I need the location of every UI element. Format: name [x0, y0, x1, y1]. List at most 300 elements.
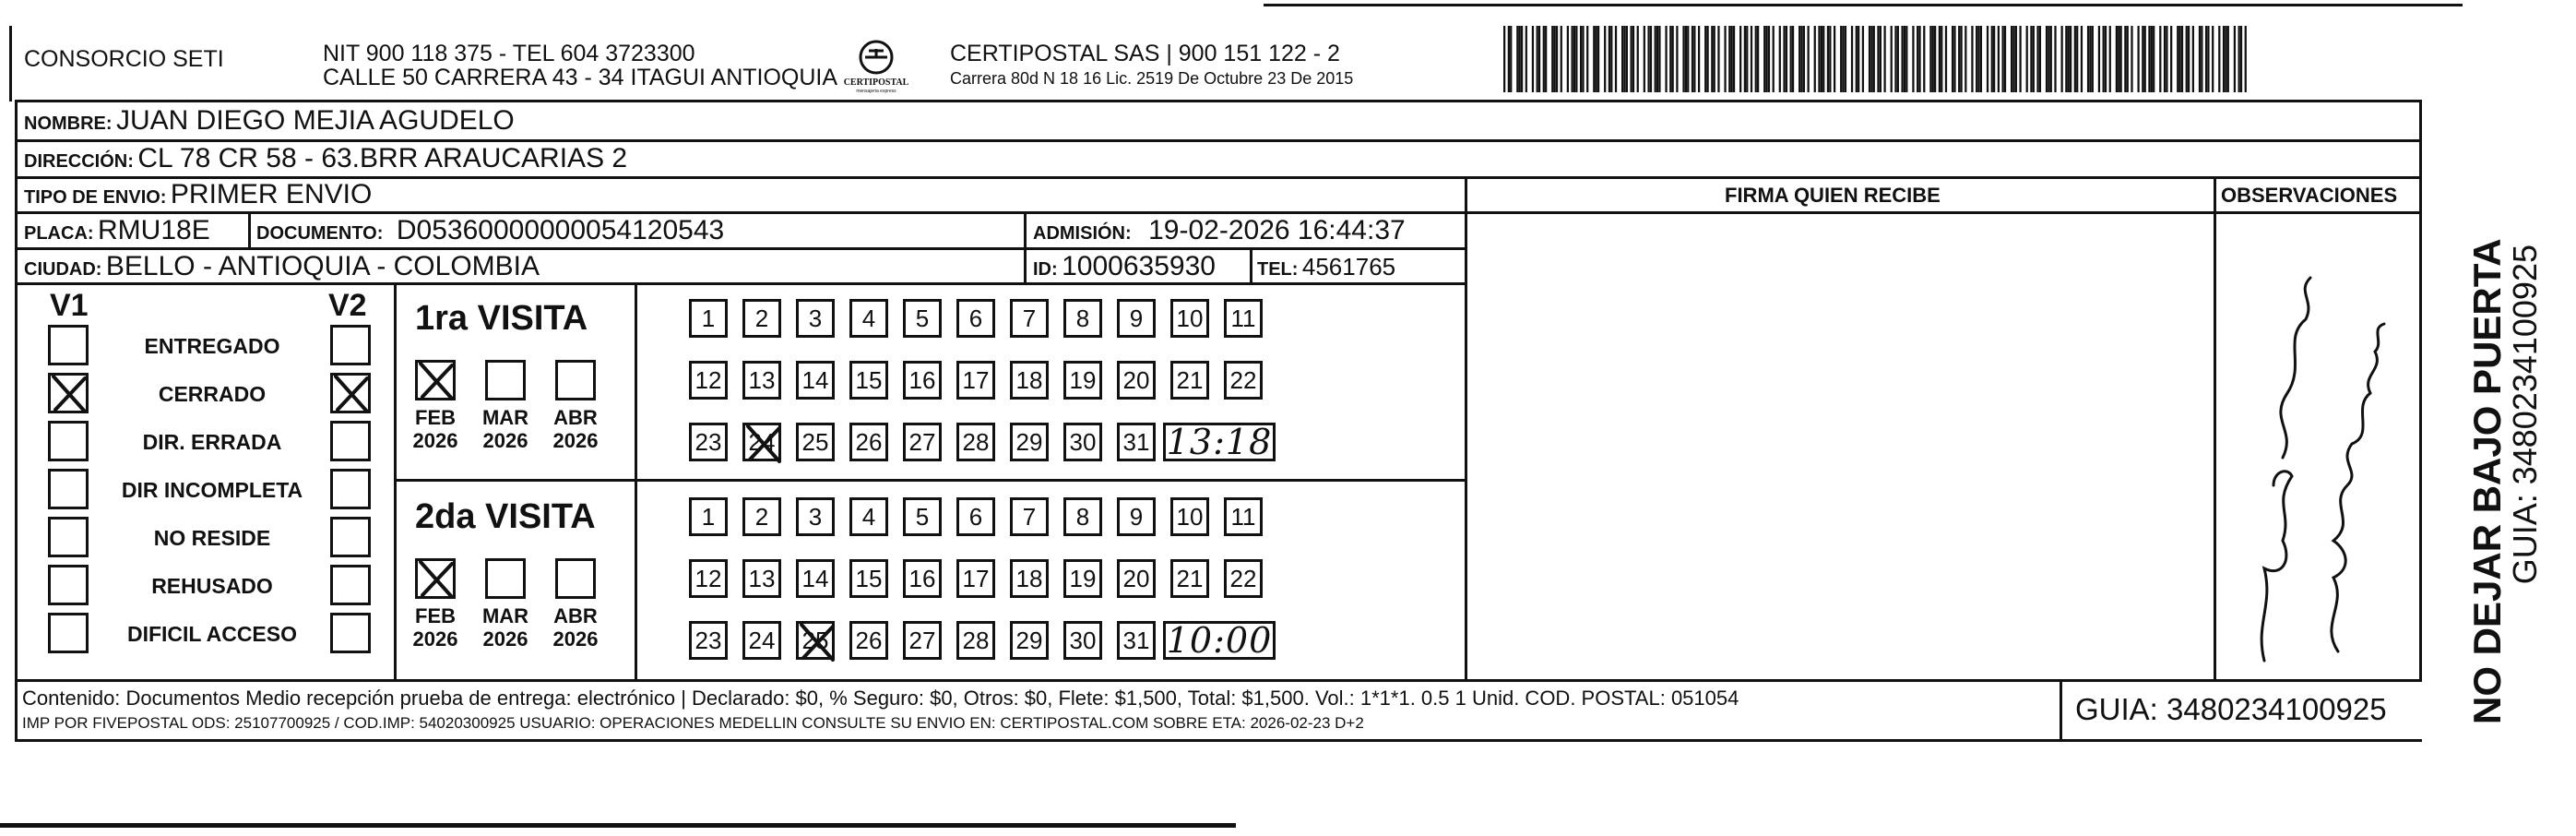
barcode-bar — [2227, 26, 2229, 92]
barcode-bar — [2074, 26, 2076, 92]
day-box[interactable] — [1063, 559, 1102, 598]
barcode-bar — [1655, 26, 1656, 92]
day-number: 24 — [748, 626, 776, 654]
cell-sep — [248, 211, 251, 248]
barcode-bar — [1665, 26, 1667, 92]
v2-checkbox[interactable] — [330, 565, 371, 605]
barcode-bar — [1998, 26, 2000, 92]
day-box[interactable] — [689, 621, 728, 660]
status-option-label: DIR. ERRADA — [142, 430, 282, 454]
day-box[interactable] — [849, 423, 888, 461]
barcode-bar — [1586, 26, 1588, 92]
day-box[interactable] — [849, 621, 888, 660]
barcode-bar — [1711, 26, 1713, 92]
barcode-bar — [1858, 26, 1859, 92]
barcode-bar — [1869, 26, 1870, 92]
day-number: 28 — [962, 626, 990, 654]
nombre-row — [24, 107, 515, 135]
company-address: CALLE 50 CARRERA 43 - 34 ITAGUI ANTIOQUIA — [323, 65, 838, 90]
day-box[interactable] — [956, 299, 995, 338]
barcode-bar — [1538, 26, 1540, 92]
barcode-bar — [1958, 26, 1960, 92]
month-name: ABR — [553, 406, 598, 429]
barcode-bar — [1941, 26, 1942, 92]
month-checkbox[interactable] — [485, 360, 526, 400]
v2-checkbox[interactable] — [330, 421, 371, 461]
day-box[interactable] — [742, 299, 781, 338]
barcode-bar — [1757, 26, 1759, 92]
v2-label: V2 — [328, 288, 367, 323]
day-number: 20 — [1122, 564, 1150, 592]
barcode-bar — [1818, 26, 1820, 92]
barcode-bar — [1971, 26, 1973, 92]
day-number: 27 — [908, 626, 936, 654]
barcode-bar — [2087, 26, 2089, 92]
barcode-bar — [1786, 26, 1787, 92]
month-name: ABR — [553, 604, 598, 627]
barcode-bar — [2050, 26, 2052, 92]
barcode-bar — [1687, 26, 1689, 92]
barcode-bar — [2036, 26, 2038, 92]
day-number: 15 — [855, 564, 883, 592]
month-label — [543, 406, 608, 453]
documento-label: DOCUMENTO: — [256, 223, 384, 244]
day-box[interactable] — [796, 299, 835, 338]
barcode-bar — [1582, 26, 1584, 92]
barcode-bar — [1842, 26, 1844, 92]
side-no-dejar: NO DEJAR BAJO PUERTA — [2465, 238, 2509, 724]
day-number: 1 — [701, 502, 716, 531]
barcode-bar — [2142, 26, 2143, 92]
day-box[interactable] — [742, 559, 781, 598]
day-box[interactable] — [1117, 299, 1156, 338]
barcode-bar — [1894, 26, 1896, 92]
observaciones-header: OBSERVACIONES — [2221, 184, 2398, 207]
day-number: 25 — [801, 427, 829, 456]
direccion-row — [24, 145, 627, 173]
status-option-label: DIR INCOMPLETA — [121, 478, 303, 502]
barcode-bar — [2144, 26, 2146, 92]
v2-checkbox[interactable] — [330, 517, 371, 557]
day-box[interactable] — [956, 621, 995, 660]
day-number: 3 — [808, 304, 823, 332]
day-box[interactable] — [903, 559, 942, 598]
day-number: 6 — [968, 502, 983, 531]
barcode-bar — [1798, 26, 1800, 92]
day-box[interactable] — [849, 361, 888, 400]
obs-header-line — [1466, 211, 2422, 214]
day-number: 5 — [915, 502, 930, 531]
barcode-bar — [1706, 26, 1708, 92]
day-number: 8 — [1075, 502, 1090, 531]
day-box[interactable] — [903, 621, 942, 660]
barcode-bar — [1580, 26, 1582, 92]
tel-label: TEL: — [1257, 259, 1299, 280]
month-checkbox[interactable] — [555, 558, 596, 599]
barcode-bar — [1739, 26, 1741, 92]
barcode-bar — [2039, 26, 2041, 92]
day-box[interactable] — [1117, 621, 1156, 660]
barcode-bar — [1934, 26, 1936, 92]
day-number: 18 — [1015, 564, 1043, 592]
day-box[interactable] — [1170, 299, 1209, 338]
barcode-bar — [2164, 26, 2166, 92]
day-box[interactable] — [1224, 559, 1263, 598]
month-year: 2026 — [552, 627, 599, 651]
barcode-bar — [2033, 26, 2035, 92]
barcode-bar — [1765, 26, 1767, 92]
day-box[interactable] — [796, 361, 835, 400]
barcode-bar — [2004, 26, 2006, 92]
day-box[interactable] — [903, 497, 942, 536]
barcode-bar — [1567, 26, 1569, 92]
month-checkbox[interactable] — [485, 558, 526, 599]
barcode-bar — [2105, 26, 2107, 92]
barcode-bar — [1644, 26, 1645, 92]
direccion-label: DIRECCIÓN: — [24, 151, 134, 172]
day-box[interactable] — [1063, 621, 1102, 660]
barcode-bar — [1790, 26, 1792, 92]
v1-checkbox[interactable] — [48, 613, 89, 653]
id-field — [1033, 253, 1216, 281]
barcode-bar — [1746, 26, 1748, 92]
barcode-bar — [1880, 26, 1882, 92]
day-number: 18 — [1015, 365, 1043, 394]
ciudad-value: BELLO - ANTIOQUIA - COLOMBIA — [105, 251, 540, 281]
barcode-bar — [1773, 26, 1775, 92]
v1-checkbox[interactable] — [48, 469, 89, 509]
barcode-bar — [1623, 26, 1625, 92]
barcode-bar — [2065, 26, 2067, 92]
day-number: 10 — [1176, 502, 1204, 531]
day-box[interactable] — [742, 423, 781, 461]
barcode-bar — [1525, 26, 1527, 92]
barcode-bar — [1976, 26, 1977, 92]
day-box[interactable] — [1010, 559, 1049, 598]
day-box[interactable] — [1063, 361, 1102, 400]
visit-time: 13:18 — [1163, 423, 1276, 461]
company-name: CONSORCIO SETI — [24, 46, 224, 72]
barcode-bar — [2205, 26, 2207, 92]
barcode-bar — [1516, 26, 1518, 92]
barcode-bar — [1945, 26, 1947, 92]
day-box[interactable] — [796, 559, 835, 598]
day-number: 23 — [694, 626, 722, 654]
day-box[interactable] — [956, 361, 995, 400]
day-number: 24 — [748, 427, 776, 456]
month-checkbox[interactable] — [415, 558, 456, 599]
barcode-bar — [1783, 26, 1785, 92]
day-number: 9 — [1129, 502, 1144, 531]
barcode-bar — [1571, 26, 1573, 92]
day-number: 16 — [908, 365, 936, 394]
day-box[interactable] — [956, 497, 995, 536]
day-box[interactable] — [903, 299, 942, 338]
row-sep — [15, 247, 1466, 250]
barcode-bar — [1650, 26, 1652, 92]
barcode-bar — [1939, 26, 1941, 92]
day-box[interactable] — [903, 361, 942, 400]
barcode-bar — [2207, 26, 2209, 92]
visit-title: 2da VISITA — [415, 497, 596, 536]
barcode-bar — [1923, 26, 1925, 92]
v1-checkbox[interactable] — [48, 373, 89, 413]
barcode-bar — [1877, 26, 1879, 92]
day-number: 31 — [1122, 626, 1150, 654]
barcode-bar — [1755, 26, 1757, 92]
day-box[interactable] — [689, 299, 728, 338]
day-box[interactable] — [1063, 497, 1102, 536]
visit-col-sep — [635, 282, 637, 681]
day-box[interactable] — [1117, 423, 1156, 461]
day-box[interactable] — [1170, 497, 1209, 536]
barcode-bar — [1731, 26, 1733, 92]
barcode-bar — [2012, 26, 2014, 92]
barcode-bar — [1728, 26, 1730, 92]
v2-checkbox[interactable] — [330, 469, 371, 509]
row-sep — [15, 176, 2422, 179]
barcode-bar — [1724, 26, 1726, 92]
barcode-bar — [1965, 26, 1966, 92]
day-box[interactable] — [1010, 621, 1049, 660]
day-box[interactable] — [689, 497, 728, 536]
day-box[interactable] — [1063, 299, 1102, 338]
nombre-value: JUAN DIEGO MEJIA AGUDELO — [116, 105, 515, 136]
barcode-bar — [2046, 26, 2048, 92]
frame-left — [15, 100, 18, 742]
v1-checkbox[interactable] — [48, 565, 89, 605]
barcode-bar — [1717, 26, 1719, 92]
imp-text: IMP POR FIVEPOSTAL ODS: 25107700925 / COD.IMP: 54020300925 USUARIO: OPERACIONES MEDELLIN CONSULTE SU ENVIO EN: CERTIPOSTAL.COM SOBRE ETA: 2026-02-23 D+2 — [22, 714, 1364, 732]
month-label — [403, 604, 468, 651]
barcode-bar — [1768, 26, 1770, 92]
day-number: 30 — [1069, 427, 1097, 456]
tel-value: 4561765 — [1301, 253, 1396, 281]
barcode-bar — [1883, 26, 1885, 92]
day-box[interactable] — [1010, 299, 1049, 338]
day-number: 12 — [694, 365, 722, 394]
barcode-bar — [1543, 26, 1545, 92]
barcode-bar — [1891, 26, 1893, 92]
side-note — [2465, 238, 2569, 724]
day-number: 21 — [1176, 365, 1204, 394]
visit-title: 1ra VISITA — [415, 299, 588, 338]
barcode-bar — [2192, 26, 2194, 92]
day-box[interactable] — [1170, 559, 1209, 598]
barcode-bar — [1800, 26, 1802, 92]
v1-checkbox[interactable] — [48, 325, 89, 365]
barcode — [1503, 26, 2247, 92]
barcode-bar — [2137, 26, 2139, 92]
barcode-bar — [1917, 26, 1918, 92]
month-year: 2026 — [412, 627, 458, 651]
barcode-bar — [1827, 26, 1829, 92]
month-label — [473, 406, 538, 453]
barcode-bar — [1682, 26, 1684, 92]
cell-sep — [1024, 211, 1027, 284]
day-box[interactable] — [1117, 559, 1156, 598]
day-box[interactable] — [903, 423, 942, 461]
day-box[interactable] — [1224, 299, 1263, 338]
day-box[interactable] — [1170, 361, 1209, 400]
direccion-value: CL 78 CR 58 - 63.BRR ARAUCARIAS 2 — [137, 143, 628, 173]
status-option-label: CERRADO — [158, 382, 267, 406]
month-year: 2026 — [482, 429, 528, 453]
day-box[interactable] — [796, 497, 835, 536]
day-box[interactable] — [742, 621, 781, 660]
day-box[interactable] — [689, 423, 728, 461]
documento-value: D05360000000054120543 — [396, 215, 725, 245]
v1-checkbox[interactable] — [48, 517, 89, 557]
day-box[interactable] — [1224, 361, 1263, 400]
day-box[interactable] — [689, 559, 728, 598]
day-number: 3 — [808, 502, 823, 531]
barcode-bar — [1763, 26, 1765, 92]
v2-checkbox[interactable] — [330, 613, 371, 653]
barcode-bar — [1669, 26, 1671, 92]
barcode-bar — [1733, 26, 1735, 92]
barcode-bar — [2199, 26, 2201, 92]
visit-row-sep — [394, 479, 1466, 482]
barcode-bar — [1714, 26, 1715, 92]
barcode-bar — [2116, 26, 2118, 92]
frame-top — [15, 100, 2422, 102]
barcode-bar — [1503, 26, 1505, 92]
barcode-bar — [1621, 26, 1623, 92]
barcode-bar — [2181, 26, 2183, 92]
barcode-bar — [1932, 26, 1934, 92]
barcode-bar — [1593, 26, 1595, 92]
day-number: 6 — [968, 304, 983, 332]
month-name: FEB — [415, 604, 456, 627]
barcode-bar — [1834, 26, 1835, 92]
day-cross-mark — [796, 621, 838, 663]
day-number: 29 — [1015, 626, 1043, 654]
placa-label: PLACA: — [24, 223, 94, 244]
barcode-bar — [2170, 26, 2172, 92]
documento-field — [256, 217, 724, 245]
day-box[interactable] — [1117, 497, 1156, 536]
day-box[interactable] — [849, 559, 888, 598]
status-col-sep — [394, 282, 397, 681]
barcode-bar — [2212, 26, 2214, 92]
barcode-bar — [2076, 26, 2078, 92]
barcode-bar — [1575, 26, 1577, 92]
status-option-label: REHUSADO — [151, 574, 273, 598]
barcode-bar — [2188, 26, 2190, 92]
contenido-text: Contenido: Documentos Medio recepción prueba de entrega: electrónico | Declarado: $0, % Seguro: $0, Otros: $0, Flete: $1,500, Total: $1,500. Vol.: 1*1*1. 0.5 1 Unid. COD. POSTAL: 051054 — [22, 687, 1739, 710]
admision-label: ADMISIÓN: — [1033, 223, 1132, 244]
month-name: MAR — [481, 406, 529, 429]
barcode-bar — [1556, 26, 1558, 92]
barcode-bar — [1626, 26, 1628, 92]
day-number: 22 — [1229, 564, 1257, 592]
carrier-line: CERTIPOSTAL SAS | 900 151 122 - 2 — [950, 41, 1340, 66]
day-box[interactable] — [1010, 497, 1049, 536]
barcode-bar — [1980, 26, 1982, 92]
day-box[interactable] — [1010, 423, 1049, 461]
day-number: 20 — [1122, 365, 1150, 394]
barcode-bar — [1676, 26, 1678, 92]
day-box[interactable] — [742, 361, 781, 400]
day-number: 4 — [861, 502, 876, 531]
day-number: 26 — [855, 427, 883, 456]
day-box[interactable] — [689, 361, 728, 400]
barcode-bar — [1904, 26, 1905, 92]
barcode-bar — [2218, 26, 2220, 92]
barcode-bar — [2068, 26, 2070, 92]
col-sep-obs — [2214, 176, 2216, 681]
scan-edge-top — [1264, 4, 2463, 6]
barcode-bar — [1596, 26, 1597, 92]
barcode-bar — [2098, 26, 2100, 92]
barcode-bar — [2153, 26, 2155, 92]
guia-footer: GUIA: 3480234100925 — [2075, 692, 2387, 726]
barcode-bar — [1977, 26, 1979, 92]
barcode-bar — [2118, 26, 2119, 92]
row-sep — [15, 282, 1466, 285]
barcode-bar — [1912, 26, 1914, 92]
barcode-bar — [1808, 26, 1810, 92]
day-box[interactable] — [849, 497, 888, 536]
day-number: 1 — [701, 304, 716, 332]
day-number: 19 — [1069, 564, 1097, 592]
v1-checkbox[interactable] — [48, 421, 89, 461]
day-number: 17 — [962, 564, 990, 592]
day-number: 13 — [748, 365, 776, 394]
day-box[interactable] — [1117, 361, 1156, 400]
month-year: 2026 — [552, 429, 599, 453]
day-box[interactable] — [1224, 497, 1263, 536]
month-checkbox[interactable] — [415, 360, 456, 400]
barcode-bar — [1537, 26, 1538, 92]
day-box[interactable] — [796, 621, 835, 660]
day-box[interactable] — [956, 423, 995, 461]
barcode-bar — [2030, 26, 2032, 92]
day-box[interactable] — [1063, 423, 1102, 461]
barcode-bar — [1508, 26, 1510, 92]
status-option-label: ENTREGADO — [144, 334, 280, 358]
barcode-bar — [1856, 26, 1858, 92]
barcode-bar — [1814, 26, 1816, 92]
barcode-bar — [2092, 26, 2094, 92]
barcode-bar — [1901, 26, 1903, 92]
day-number: 10 — [1176, 304, 1204, 332]
month-checkbox[interactable] — [555, 360, 596, 400]
day-box[interactable] — [796, 423, 835, 461]
barcode-bar — [1610, 26, 1612, 92]
day-box[interactable] — [1010, 361, 1049, 400]
day-number: 11 — [1230, 502, 1256, 531]
barcode-bar — [1573, 26, 1575, 92]
barcode-bar — [1532, 26, 1534, 92]
barcode-bar — [1952, 26, 1953, 92]
day-box[interactable] — [849, 299, 888, 338]
scan-edge-bottom — [0, 823, 1236, 828]
barcode-bar — [1637, 26, 1639, 92]
day-number: 29 — [1015, 427, 1043, 456]
barcode-bar — [1656, 26, 1658, 92]
barcode-bar — [2048, 26, 2049, 92]
day-box[interactable] — [742, 497, 781, 536]
day-number: 8 — [1075, 304, 1090, 332]
nombre-label: NOMBRE: — [24, 113, 113, 134]
v2-checkbox[interactable] — [330, 373, 371, 413]
day-box[interactable] — [956, 559, 995, 598]
v2-checkbox[interactable] — [330, 325, 371, 365]
barcode-bar — [2166, 26, 2167, 92]
barcode-bar — [1693, 26, 1695, 92]
